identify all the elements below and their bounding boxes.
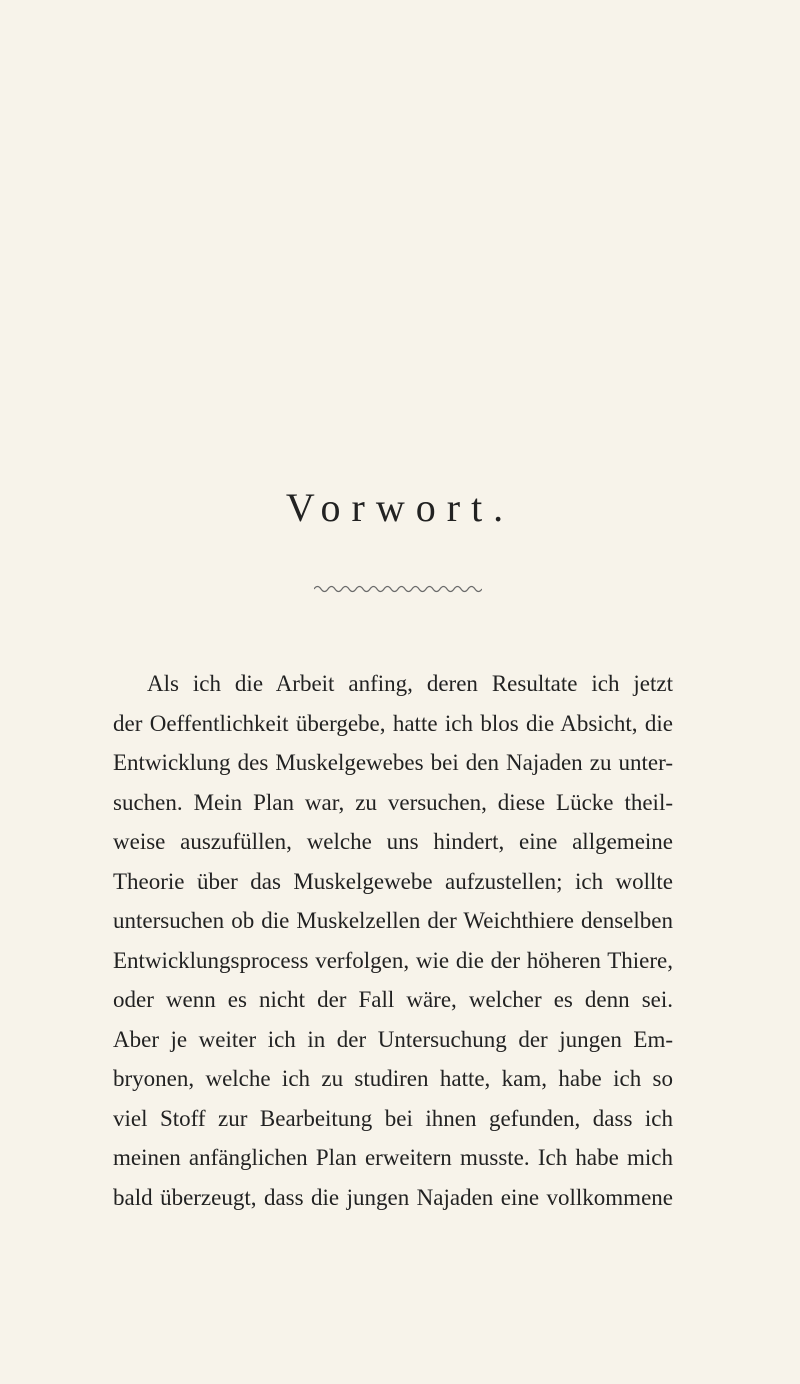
text-line: bald überzeugt, dass die jungen Najaden eine vollkommene <box>113 1184 673 1210</box>
text-line: Aber je weiter ich in der Untersuchung der jungen Em- <box>113 1026 673 1052</box>
text-line: oder wenn es nicht der Fall wäre, welcher es denn sei. <box>113 987 673 1012</box>
body-paragraph <box>113 664 673 1217</box>
text-line: bryonen, welche ich zu studiren hatte, kam, habe ich so <box>113 1066 673 1091</box>
text-line: meinen anfänglichen Plan erweitern musste. Ich habe mich <box>113 1145 673 1170</box>
text-line: Entwicklungsprocess verfolgen, wie die der höheren Thiere, <box>113 947 673 973</box>
text-line: Als ich die Arbeit anfing, deren Resultate ich jetzt <box>147 671 673 696</box>
decorative-wave-rule <box>314 583 482 595</box>
text-line: Entwicklung des Muskelgewebes bei den Najaden zu unter- <box>113 750 673 775</box>
text-line: weise auszufüllen, welche uns hindert, eine allgemeine <box>113 829 673 854</box>
text-line: viel Stoff zur Bearbeitung bei ihnen gefunden, dass ich <box>113 1105 673 1131</box>
text-line: untersuchen ob die Muskelzellen der Weichthiere denselben <box>113 908 673 933</box>
text-line: der Oeffentlichkeit übergebe, hatte ich blos die Absicht, die <box>113 710 673 736</box>
text-line: Theorie über das Muskelgewebe aufzustellen; ich wollte <box>113 868 673 894</box>
text-line: suchen. Mein Plan war, zu versuchen, diese Lücke theil- <box>113 789 673 815</box>
page-title: Vorwort. <box>285 485 515 530</box>
